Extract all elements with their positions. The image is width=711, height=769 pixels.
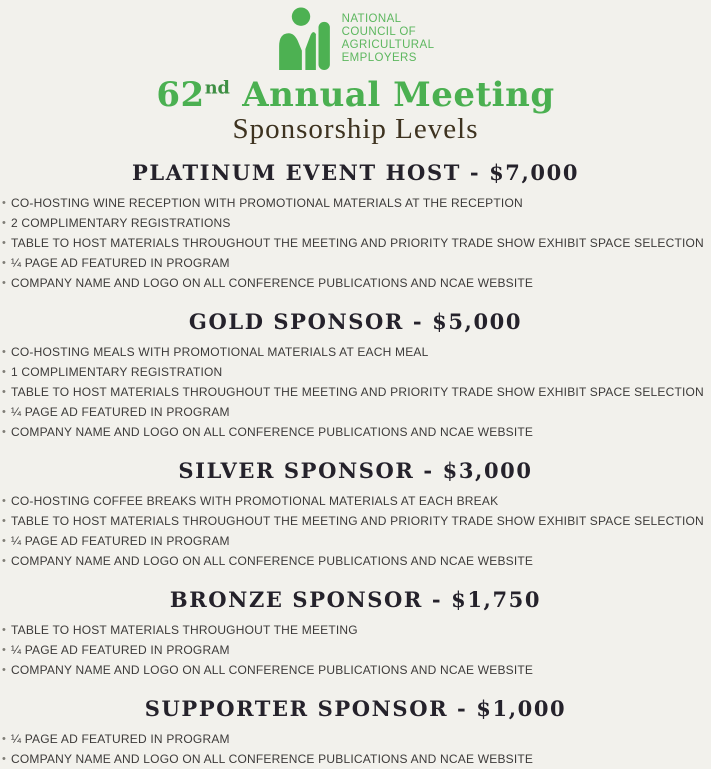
section-bronze [0,588,711,680]
wordmark-line: COUNCIL OF [341,25,417,38]
list-item: • COMPANY NAME AND LOGO ON ALL CONFERENCE PUBLICATIONS AND NCAE WEBSITE [11,551,711,571]
list-item: • ¼ PAGE AD FEATURED IN PROGRAM [11,253,711,273]
bronze-benefits-list [0,620,711,680]
list-item: • ¼ PAGE AD FEATURED IN PROGRAM [11,640,711,660]
wordmark-line: AGRICULTURAL [341,38,435,51]
section-platinum [0,161,711,293]
platinum-benefits-list [0,193,711,293]
gold-heading: GOLD SPONSOR - $5,000 [188,309,523,335]
silver-benefits-list [0,491,711,571]
bronze-heading: BRONZE SPONSOR - $1,750 [169,587,542,613]
list-item: • COMPANY NAME AND LOGO ON ALL CONFERENCE PUBLICATIONS AND NCAE WEBSITE [11,660,711,680]
list-item: • TABLE TO HOST MATERIALS THROUGHOUT THE MEETING AND PRIORITY TRADE SHOW EXHIBIT SPACE SELECTION [11,382,711,402]
gold-benefits-list [0,342,711,442]
wordmark-line: EMPLOYERS [341,51,417,64]
list-item: • 1 COMPLIMENTARY REGISTRATION [11,362,711,382]
section-gold [0,310,711,442]
list-item: • CO-HOSTING MEALS WITH PROMOTIONAL MATERIALS AT EACH MEAL [11,342,711,362]
list-item: • ¼ PAGE AD FEATURED IN PROGRAM [11,729,711,749]
list-item: • TABLE TO HOST MATERIALS THROUGHOUT THE MEETING [11,620,711,640]
ncae-logo [0,0,711,70]
title-rest: Annual Meeting [229,75,555,115]
ncae-wordmark [342,13,435,65]
page-subtitle: Sponsorship Levels [232,113,479,145]
platinum-heading: PLATINUM EVENT HOST - $7,000 [131,160,580,185]
list-item: • TABLE TO HOST MATERIALS THROUGHOUT THE MEETING AND PRIORITY TRADE SHOW EXHIBIT SPACE SELECTION [11,233,711,253]
list-item: • ¼ PAGE AD FEATURED IN PROGRAM [11,531,711,551]
list-item: • TABLE TO HOST MATERIALS THROUGHOUT THE MEETING AND PRIORITY TRADE SHOW EXHIBIT SPACE SELECTION [11,511,711,531]
silver-heading: SILVER SPONSOR - $3,000 [178,458,533,484]
supporter-benefits-list [0,729,711,769]
supporter-heading: SUPPORTER SPONSOR - $1,000 [144,696,567,722]
list-item: • COMPANY NAME AND LOGO ON ALL CONFERENCE PUBLICATIONS AND NCAE WEBSITE [11,422,711,442]
list-item: • ¼ PAGE AD FEATURED IN PROGRAM [11,402,711,422]
ncae-plant-figure-icon [277,7,332,70]
list-item: • CO-HOSTING COFFEE BREAKS WITH PROMOTIONAL MATERIALS AT EACH BREAK [11,491,711,511]
title-number: 62 [156,75,205,115]
title-ordinal: nd [204,77,230,99]
page-title [0,75,711,115]
list-item: • COMPANY NAME AND LOGO ON ALL CONFERENCE PUBLICATIONS AND NCAE WEBSITE [11,273,711,293]
list-item: • COMPANY NAME AND LOGO ON ALL CONFERENCE PUBLICATIONS AND NCAE WEBSITE [11,749,711,769]
list-item: • 2 COMPLIMENTARY REGISTRATIONS [11,213,711,233]
list-item: • CO-HOSTING WINE RECEPTION WITH PROMOTIONAL MATERIALS AT THE RECEPTION [11,193,711,213]
wordmark-line: NATIONAL [341,12,402,25]
section-silver [0,459,711,571]
section-supporter [0,697,711,769]
